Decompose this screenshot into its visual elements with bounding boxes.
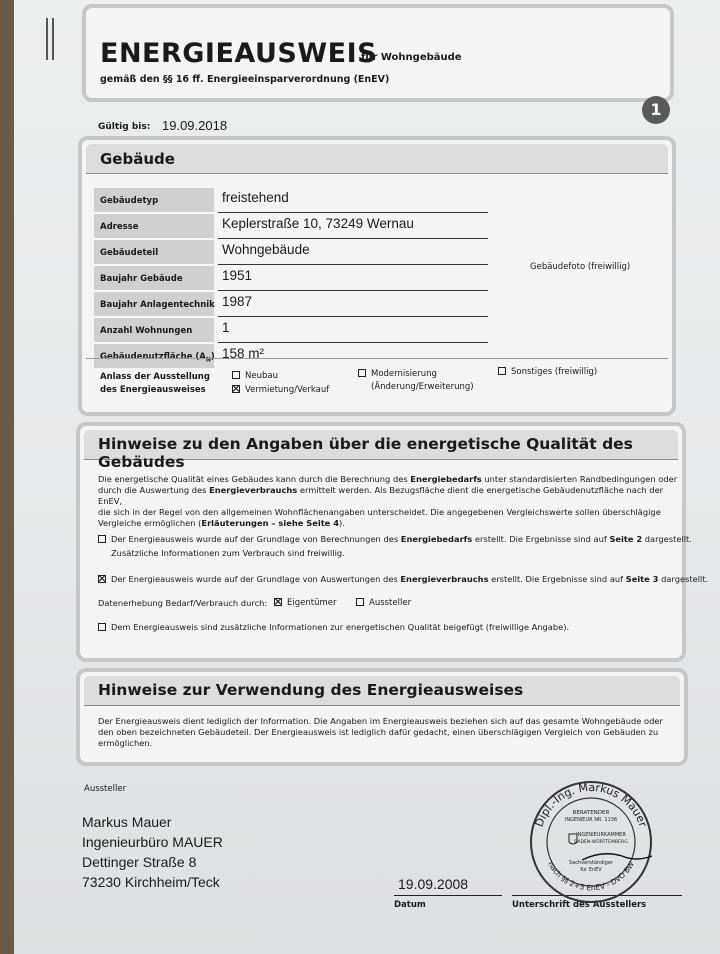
usage-notes-header bbox=[84, 676, 680, 706]
engineer-stamp bbox=[524, 776, 658, 906]
checkbox-empty-icon bbox=[98, 535, 106, 543]
document-title: ENERGIEAUSWEIS bbox=[100, 38, 378, 69]
building-row-system-year bbox=[88, 292, 488, 318]
building-photo-label: Gebäudefoto (freiwillig) bbox=[530, 262, 631, 272]
checkbox-modernisation[interactable]: Modernisierung (Änderung/Erweiterung) bbox=[358, 369, 474, 392]
document-page bbox=[14, 0, 720, 954]
stamp-line: BERATENDER bbox=[572, 810, 610, 816]
data-collection-row bbox=[98, 598, 267, 609]
building-row-year bbox=[88, 266, 488, 292]
checkbox-empty-icon bbox=[356, 598, 364, 606]
checkbox-checked-icon bbox=[232, 385, 240, 393]
stamp-top-text: Dipl.-Ing. Markus Mauer bbox=[532, 780, 650, 829]
issuer-label: Aussteller bbox=[84, 784, 127, 794]
row-label: Baujahr Gebäude bbox=[94, 266, 214, 290]
stamp-line: INGENIEURKAMMER bbox=[576, 832, 626, 838]
checkbox-empty-icon bbox=[98, 623, 106, 631]
stamp-line: BADEN-WÜRTTEMBERG bbox=[574, 840, 628, 845]
energy-quality-notes-header bbox=[84, 430, 678, 471]
issuer-city: 73230 Kirchheim/Teck bbox=[82, 874, 220, 890]
row-value: 1951 bbox=[222, 268, 253, 283]
energy-quality-notes-section bbox=[76, 422, 709, 662]
usage-notes-section bbox=[76, 668, 688, 766]
building-row-address bbox=[88, 214, 488, 240]
row-value: 158 m² bbox=[222, 346, 265, 361]
issuer-street: Dettinger Straße 8 bbox=[82, 854, 197, 870]
checkbox-owner[interactable]: Eigentümer bbox=[274, 598, 336, 608]
row-label: Baujahr Anlagentechnik bbox=[94, 292, 214, 316]
issuer-block bbox=[76, 776, 694, 920]
issuance-reason-label: Anlass der Ausstellung des Energieausweises bbox=[100, 372, 210, 395]
energy-quality-intro: Die energetische Qualität eines Gebäudes kann durch die Berechnung des Energiebedarfs unter standardisierten Randbedingungen oder durch die Auswertung des Energieverbrauchs ermittelt werden. Als Bezugsfläche dient die energetische Gebäudenutzfläche nach der EnEV, die sich in der Regel von den allgemeinen Wohnflächenangaben unterscheidet. Die angegebenen Vergleichswerte sollen überschlägige Vergleiche ermöglichen (Erläuterungen – siehe Seite 4). bbox=[98, 474, 678, 528]
checkbox-empty-icon bbox=[232, 371, 240, 379]
valid-until-label: Gültig bis: bbox=[98, 122, 151, 132]
issuance-reason-row bbox=[86, 358, 668, 412]
row-value: 1987 bbox=[222, 294, 253, 309]
usage-notes-title: Hinweise zur Verwendung des Energieausweises bbox=[98, 681, 524, 699]
checkbox-consumption-based[interactable]: Der Energieausweis wurde auf der Grundlage von Auswertungen des Energieverbrauchs erstellt. Die Ergebnisse sind auf Seite 3 dargestellt. bbox=[98, 574, 708, 585]
stamp-line: Sachverständiger bbox=[569, 860, 613, 866]
checkbox-additional-info[interactable]: Dem Energieausweis sind zusätzliche Informationen zur energetischen Qualität beigefügt (freiwillige Angabe). bbox=[98, 622, 569, 633]
checkbox-empty-icon bbox=[498, 367, 506, 375]
signature-label: Unterschrift des Ausstellers bbox=[512, 900, 647, 910]
checkbox-checked-icon bbox=[98, 575, 106, 583]
row-label: Anzahl Wohnungen bbox=[94, 318, 214, 342]
building-row-units bbox=[88, 318, 488, 344]
row-value: Wohngebäude bbox=[222, 242, 310, 257]
building-row-part bbox=[88, 240, 488, 266]
checkbox-issuer[interactable]: Aussteller bbox=[356, 598, 411, 608]
checkbox-new-building[interactable]: Neubau bbox=[232, 371, 278, 381]
binder-marks bbox=[46, 18, 54, 60]
checkbox-checked-icon bbox=[274, 598, 282, 606]
stamp-line: INGENIEUR NR. 1136 bbox=[564, 817, 618, 823]
row-label: Gebäudeteil bbox=[94, 240, 214, 264]
checkbox-empty-icon bbox=[358, 369, 366, 377]
row-value: 1 bbox=[222, 320, 230, 335]
checkbox-other[interactable]: Sonstiges (freiwillig) bbox=[498, 367, 597, 377]
building-row-type bbox=[88, 188, 488, 214]
building-section-header bbox=[86, 144, 668, 174]
stamp-line: für EnEV bbox=[580, 867, 602, 873]
row-label: Adresse bbox=[94, 214, 214, 238]
document-subtitle: gemäß den §§ 16 ff. Energieeinsparverordnung (EnEV) bbox=[100, 74, 390, 85]
valid-until-value: 19.09.2018 bbox=[162, 118, 228, 133]
row-label: Gebäudenutzfläche $(A_N)$ bbox=[94, 344, 214, 368]
row-value: freistehend bbox=[222, 190, 289, 205]
issuer-name: Markus Mauer bbox=[82, 814, 172, 830]
issue-date: 19.09.2008 bbox=[398, 876, 469, 892]
data-collection-label: Datenerhebung Bedarf/Verbrauch durch: bbox=[98, 598, 268, 608]
document-title-suffix: für Wohngebäude bbox=[361, 52, 462, 63]
building-section bbox=[78, 136, 676, 416]
title-box bbox=[82, 4, 674, 102]
page-number-badge: 1 bbox=[642, 96, 670, 124]
energy-quality-notes-title: Hinweise zu den Angaben über die energetische Qualität des Gebäudes bbox=[98, 435, 633, 471]
row-value: Keplerstraße 10, 73249 Wernau bbox=[222, 216, 414, 231]
issuer-company: Ingenieurbüro MAUER bbox=[82, 834, 223, 850]
date-label: Datum bbox=[394, 900, 426, 910]
building-section-title: Gebäude bbox=[100, 150, 175, 168]
checkbox-demand-based[interactable]: Der Energieausweis wurde auf der Grundlage von Berechnungen des Energiebedarfs erstellt. Die Ergebnisse sind auf Seite 2 dargestellt. Zusätzliche Informationen zum Verbrauch sind freiwillig. bbox=[98, 534, 692, 559]
stamp-bottom-text: nach §§ 2+3 EnEV - DVO BW bbox=[546, 859, 636, 893]
usage-notes-text: Der Energieausweis dient lediglich der Information. Die Angaben im Energieausweis beziehen sich auf das gesamte Wohngebäude oder den oben bezeichneten Gebäudeteil. Der Energieausweis ist lediglich dafür gedacht, einen überschlägigen Vergleich von Gebäuden zu ermöglichen. bbox=[98, 716, 663, 748]
row-label: Gebäudetyp bbox=[94, 188, 214, 212]
checkbox-rental-sale[interactable]: Vermietung/Verkauf bbox=[232, 385, 329, 395]
